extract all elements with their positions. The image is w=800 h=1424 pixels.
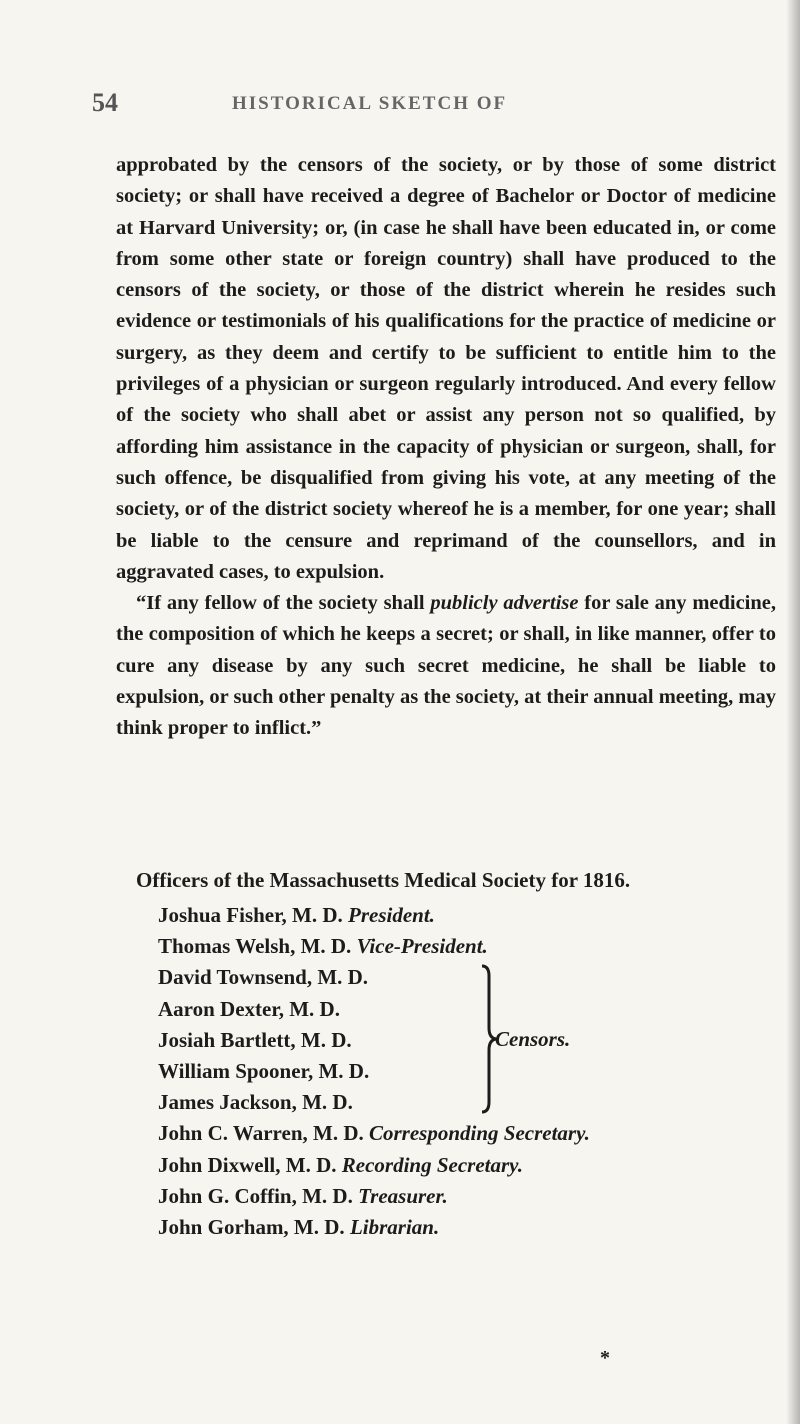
officer-name: Thomas Welsh, M. D. <box>158 934 352 959</box>
officer-name: John G. Coffin, M. D. <box>158 1183 353 1208</box>
officer-role: Corresponding Secretary. <box>368 1121 590 1146</box>
paragraph-2-end: for sale any medicine, the composition of which he keeps a secret; or shall, in like manner, offer to cure any disease by any such secret medicine, he shall be liable to expulsion, or such other penalty as the society, at their annual meeting, may think proper to inflict.” <box>116 592 777 740</box>
paragraph-1: approbated by the censors of the society, or by those of some district society; or shall have received a degree of Bachelor or Doctor of medicine at Harvard University; or, (in case he shall have been educated in, or come from some other state or foreign country) shall have produced to the censors of the society, or those of the district wherein he resides such evidence or testimonials of his qualifications for the practice of medicine or surgery, as they deem and certify to be sufficient to entitle him to the privileges of a physician or surgeon regularly introduced. And every fellow of the society who shall abet or assist any person not so qualified, by affording him assistance in the capacity of physician or surgeon, shall, for such offence, be disqualified from giving his vote, at any meeting of the society, or of the district society whereof he is a member, for one year; shall be liable to the censure and reprimand of the counsellors, and in aggravated cases, to expulsion. <box>116 154 776 583</box>
page-edge-shadow <box>786 0 800 1424</box>
officer-name: John Dixwell, M. D. <box>158 1152 337 1177</box>
paragraph-2-start: “If any fellow of the society shall <box>136 592 425 615</box>
censor-name: Josiah Bartlett, M. D. <box>158 1027 352 1052</box>
officer-name: Joshua Fisher, M. D. <box>158 903 343 927</box>
censor-name: Aaron Dexter, M. D. <box>158 996 340 1021</box>
censors-group <box>158 962 590 1118</box>
body-text <box>116 150 776 745</box>
censors-role: Censors. <box>495 1027 571 1052</box>
officer-role: Librarian. <box>349 1215 440 1240</box>
page-header <box>92 88 732 128</box>
officer-president <box>158 900 590 931</box>
censor-names <box>158 962 369 1118</box>
officer-role: Treasurer. <box>358 1183 448 1208</box>
censor-name: James Jackson, M. D. <box>158 1090 353 1115</box>
officer-corresponding-secretary <box>158 1118 590 1149</box>
print-mark-icon: * <box>600 1347 610 1369</box>
officer-recording-secretary <box>158 1150 590 1181</box>
officer-name: John C. Warren, M. D. <box>158 1121 364 1146</box>
censor-name: David Townsend, M. D. <box>158 965 369 990</box>
officers-heading: Officers of the Massachusetts Medical Society for 1816. <box>136 868 631 892</box>
censor-name: William Spooner, M. D. <box>158 1059 370 1084</box>
page-number: 54 <box>92 88 118 117</box>
officer-role: President. <box>348 903 435 927</box>
officer-vice-president <box>158 931 590 962</box>
officer-name: John Gorham, M. D. <box>158 1215 345 1240</box>
officer-role: Vice-President. <box>356 934 488 959</box>
running-head: HISTORICAL SKETCH OF <box>232 93 508 114</box>
officer-treasurer <box>158 1181 590 1212</box>
officer-role: Recording Secretary. <box>341 1152 523 1177</box>
officer-list <box>158 900 590 1243</box>
officer-librarian <box>158 1212 590 1243</box>
paragraph-2 <box>116 588 776 744</box>
paragraph-2-emphasis: publicly advertise <box>430 592 579 615</box>
